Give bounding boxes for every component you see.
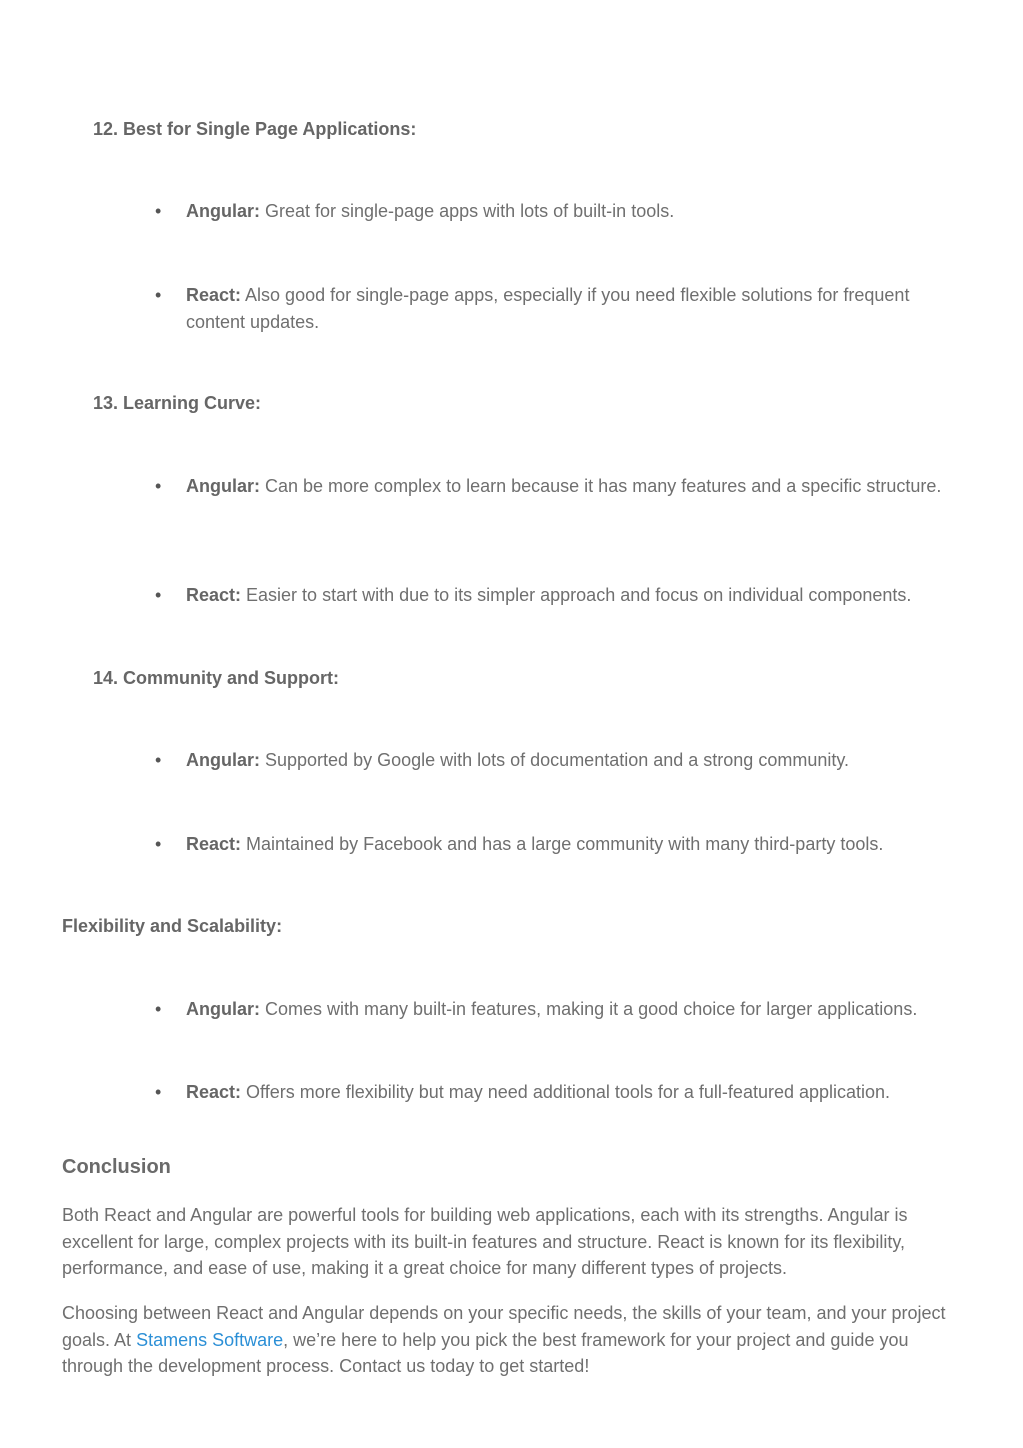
paragraph-text: Choosing between React and Angular depends on your specific needs, the skills of your team, and your project goals. At [62,1303,946,1350]
list-item-body: Offers more flexibility but may need additional tools for a full-featured application. [241,1082,891,1102]
list-item [155,1079,965,1106]
list-item-body: Also good for single-page apps, especially if you need flexible solutions for frequent content updates. [186,285,910,332]
section-heading-12: 12. Best for Single Page Applications: [93,119,417,139]
list-item-label: Angular: [186,201,260,221]
list-item-label: React: [186,834,242,854]
bullet-icon: • [155,285,162,305]
list-item-label: React: [186,285,242,305]
list-item-body: Supported by Google with lots of documentation and a strong community. [260,750,849,770]
list-item-label: React: [186,585,242,605]
list-item-body: Great for single-page apps with lots of built-in tools. [260,201,675,221]
bullet-icon: • [155,476,162,496]
list-item-body: Can be more complex to learn because it has many features and a specific structure. [260,476,942,496]
list-item-label: React: [186,1082,242,1102]
conclusion-heading: Conclusion [62,1156,171,1178]
list-item [155,282,965,335]
list-item-text [186,996,965,1023]
list-item [155,747,965,774]
list-item [155,198,965,225]
list-item-text [186,582,965,609]
stamens-software-link[interactable]: Stamens Software [136,1329,284,1350]
list-item-text [186,747,965,774]
section-heading-13: 13. Learning Curve: [93,393,262,413]
section-heading-14: 14. Community and Support: [93,668,340,688]
list-item-body: Comes with many built-in features, making it a good choice for larger applications. [260,999,918,1019]
list-item-text [186,282,965,335]
list-item-text [186,831,965,858]
list-item [155,996,965,1023]
list-item-label: Angular: [186,999,260,1019]
list-item-body: Easier to start with due to its simpler approach and focus on individual components. [241,585,912,605]
bullet-icon: • [155,999,162,1019]
list-item [155,473,965,500]
bullet-icon: • [155,750,162,770]
list-item-label: Angular: [186,750,260,770]
bullet-icon: • [155,585,162,605]
list-item-text [186,473,965,500]
section-heading-flexibility: Flexibility and Scalability: [62,916,283,936]
list-item-body: Maintained by Facebook and has a large community with many third-party tools. [241,834,884,854]
paragraph-text: , we’re here to help you pick the best framework for your project and guide you through the development process. Contact us today to get started! [62,1329,909,1376]
bullet-icon: • [155,834,162,854]
conclusion-paragraph-2 [62,1300,962,1380]
bullet-icon: • [155,1082,162,1102]
list-item [155,831,965,858]
bullet-icon: • [155,201,162,221]
list-item-text [186,198,965,225]
list-item-text [186,1079,965,1106]
conclusion-paragraph-1: Both React and Angular are powerful tools for building web applications, each with its strengths. Angular is excellent for large, complex projects with its built-in features and structure. React is known for its flexibility, performance, and ease of use, making it a great choice for many different types of projects. [62,1205,908,1278]
list-item-label: Angular: [186,476,260,496]
list-item [155,582,965,609]
